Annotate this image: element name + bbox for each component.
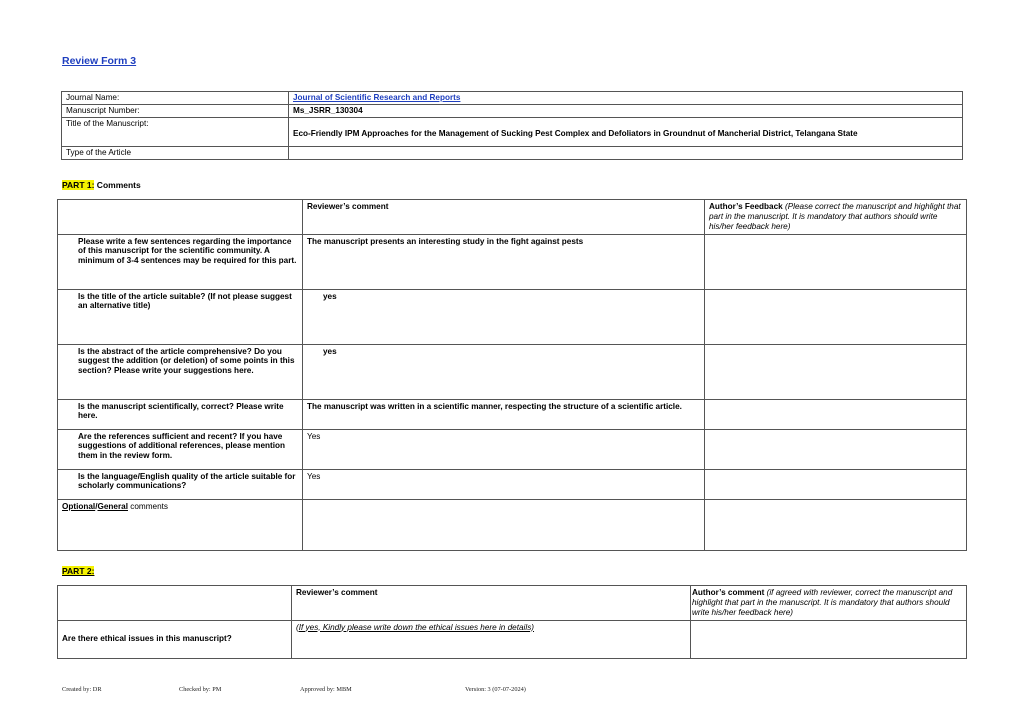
part1-question: Please write a few sentences regarding the importance of this manuscript for the scientific community. A minimum of 3-4 sentences may be required for this part. [58, 234, 303, 289]
manuscript-number-label: Manuscript Number: [62, 104, 289, 117]
manuscript-info-table [61, 91, 963, 160]
part1-heading [62, 180, 141, 190]
part1-author-feedback[interactable] [705, 344, 967, 399]
part2-author-header [691, 586, 967, 621]
optional-reviewer-comment[interactable] [303, 499, 705, 550]
footer-checked-by: Checked by: PM [179, 686, 222, 693]
part1-heading-rest: Comments [94, 180, 141, 190]
type-row [62, 146, 963, 159]
part1-author-header-title: Author’s Feedback [709, 202, 783, 211]
footer-version: Version: 3 (07-07-2024) [465, 686, 526, 693]
ethics-reviewer-comment[interactable]: (If yes, Kindly please write down the ethical issues here in details) [292, 620, 691, 658]
part1-reviewer-comment[interactable]: Yes [303, 469, 705, 499]
optional-author-feedback[interactable] [705, 499, 967, 550]
part1-reviewer-comment[interactable]: The manuscript was written in a scientific manner, respecting the structure of a scientific article. [303, 399, 705, 429]
part1-question: Is the manuscript scientifically, correct? Please write here. [58, 399, 303, 429]
manuscript-number-value: Ms_JSRR_130304 [289, 104, 963, 117]
part1-author-feedback[interactable] [705, 429, 967, 469]
part1-reviewer-comment[interactable]: yes [303, 289, 705, 344]
part1-author-header [705, 200, 967, 235]
part1-optional-row [58, 499, 967, 550]
part1-comments-table [57, 199, 967, 551]
optional-label-separator: / [95, 501, 98, 511]
part2-reviewer-header: Reviewer’s comment [292, 586, 691, 621]
journal-name-value [289, 92, 963, 105]
type-label: Type of the Article [62, 146, 289, 159]
part1-row [58, 429, 967, 469]
ethics-question: Are there ethical issues in this manuscript? [58, 620, 292, 658]
part2-header-empty [58, 586, 292, 621]
part1-heading-label: PART 1: [62, 180, 95, 190]
part1-author-feedback[interactable] [705, 469, 967, 499]
manuscript-number-row [62, 104, 963, 117]
part2-heading [62, 566, 94, 576]
part1-reviewer-comment[interactable]: yes [303, 344, 705, 399]
part1-header-row [58, 200, 967, 235]
part1-question: Is the title of the article suitable? (If not please suggest an alternative title) [58, 289, 303, 344]
part2-ethics-table [57, 585, 967, 659]
title-row [62, 117, 963, 146]
part1-author-feedback[interactable] [705, 234, 967, 289]
part1-author-feedback[interactable] [705, 289, 967, 344]
part2-row [58, 620, 967, 658]
journal-name-row [62, 92, 963, 105]
comments-label: comments [127, 501, 169, 511]
part2-author-header-title: Author’s comment [692, 588, 765, 597]
part1-row [58, 344, 967, 399]
footer-created-by: Created by: DR [62, 686, 102, 693]
part2-header-row [58, 586, 967, 621]
part1-question: Is the language/English quality of the article suitable for scholarly communications? [58, 469, 303, 499]
part1-author-header-note: (Please correct the manuscript and highlight that part in the manuscript. It is mandatory that authors should write his/her feedback here) [709, 202, 961, 231]
part1-row [58, 289, 967, 344]
footer-approved-by: Approved by: MBM [300, 686, 352, 693]
part1-row [58, 469, 967, 499]
part1-question: Is the abstract of the article comprehensive? Do you suggest the addition (or deletion) of some points in this section? Please write your suggestions here. [58, 344, 303, 399]
journal-name-link[interactable]: Journal of Scientific Research and Reports [293, 93, 461, 102]
part1-row [58, 234, 967, 289]
part1-row [58, 399, 967, 429]
journal-name-label: Journal Name: [62, 92, 289, 105]
type-value [289, 146, 963, 159]
title-label: Title of the Manuscript: [62, 117, 289, 146]
form-title: Review Form 3 [62, 55, 137, 67]
part1-reviewer-header: Reviewer’s comment [303, 200, 705, 235]
part2-heading-label: PART 2: [62, 566, 95, 576]
optional-label: Optional [62, 501, 96, 511]
general-label: General [97, 501, 128, 511]
title-value: Eco-Friendly IPM Approaches for the Management of Sucking Pest Complex and Defoliators in Groundnut of Mancherial District, Telangana State [289, 117, 963, 146]
part1-reviewer-comment[interactable]: Yes [303, 429, 705, 469]
part1-header-empty [58, 200, 303, 235]
part1-reviewer-comment[interactable]: The manuscript presents an interesting study in the fight against pests [303, 234, 705, 289]
part1-author-feedback[interactable] [705, 399, 967, 429]
optional-comments-label [58, 499, 303, 550]
ethics-author-comment[interactable] [691, 620, 967, 658]
part2-author-header-note: (if agreed with reviewer, correct the manuscript and highlight that part in the manuscript. It is mandatory that authors should write his/her feedback here) [692, 588, 953, 617]
part1-question: Are the references sufficient and recent? If you have suggestions of additional references, please mention them in the review form. [58, 429, 303, 469]
